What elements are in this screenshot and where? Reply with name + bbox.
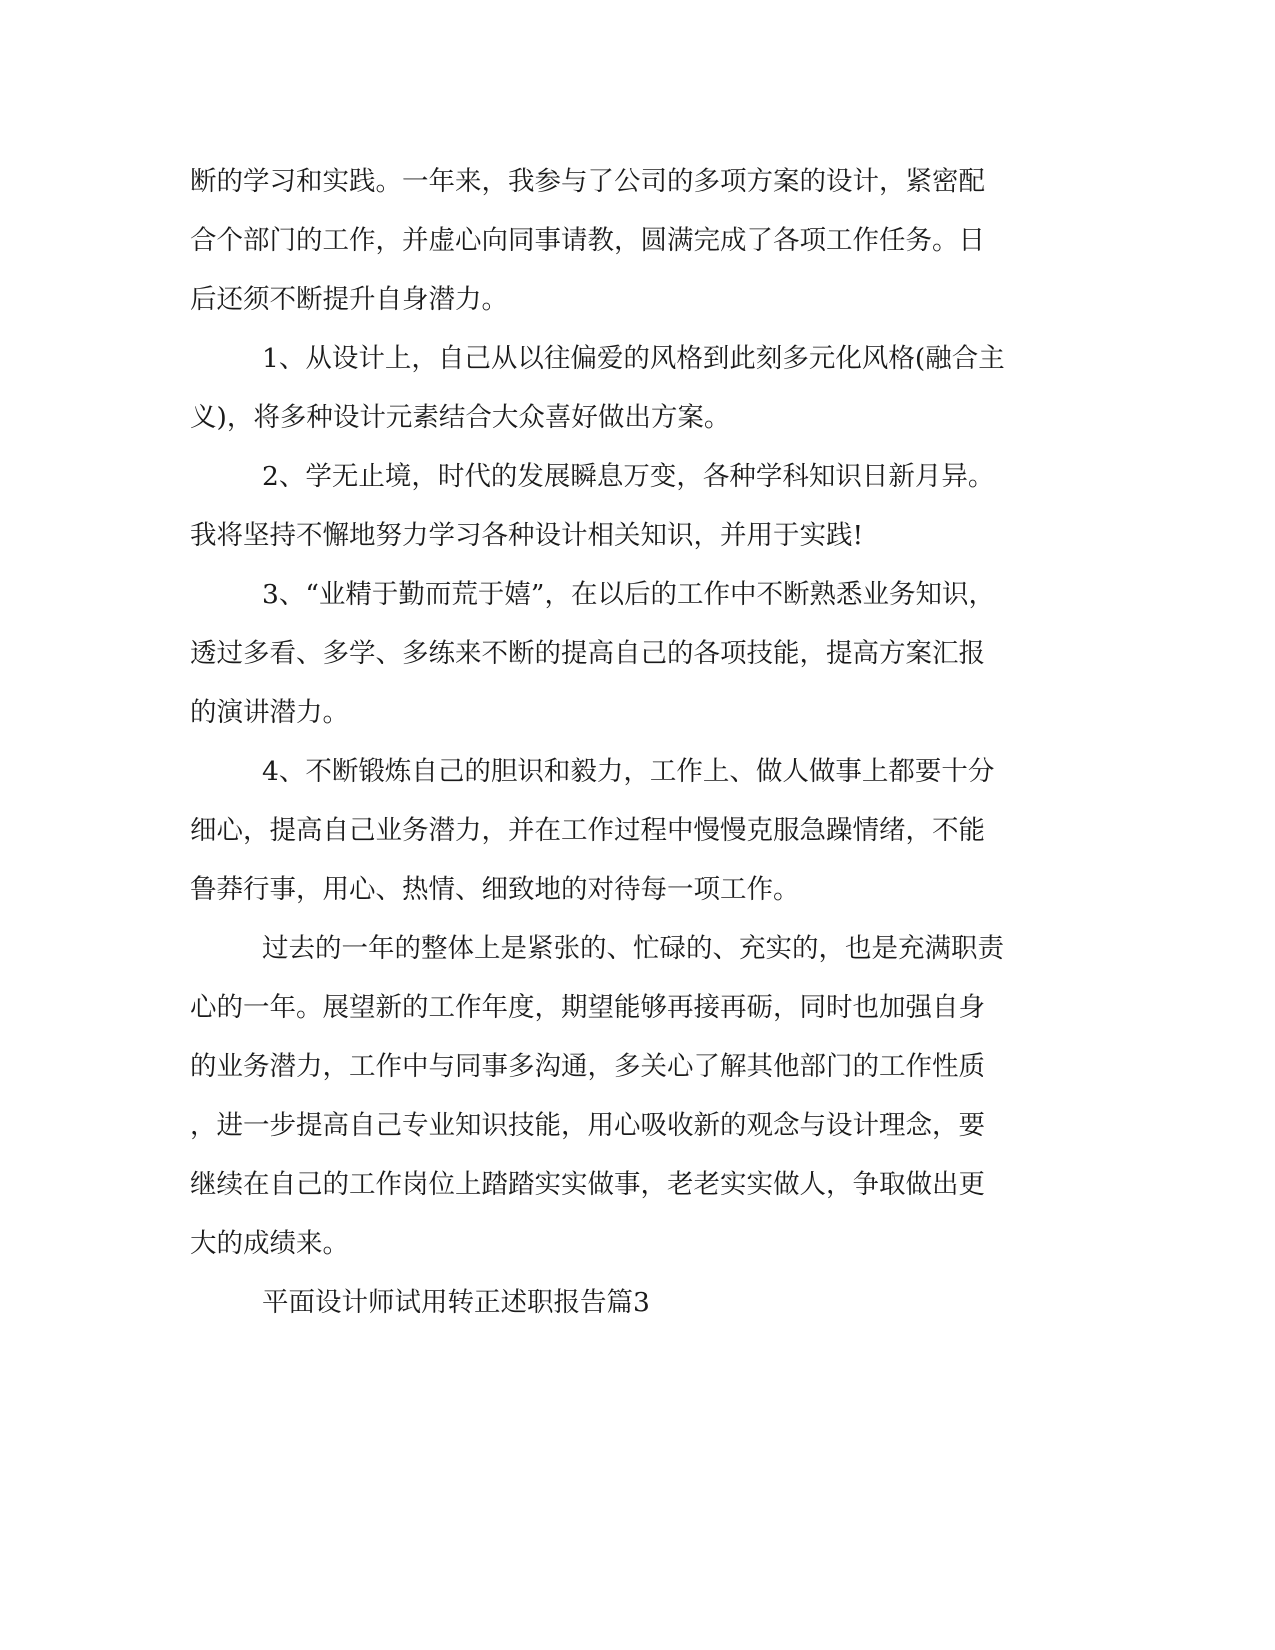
summary-paragraph-line: 大的成绩来。: [190, 1228, 349, 1259]
summary-paragraph-line: ，进一步提高自己专业知识技能，用心吸收新的观念与设计理念，要: [190, 1110, 985, 1141]
list-item-4-line: 细心，提高自己业务潜力，并在工作过程中慢慢克服急躁情绪，不能: [190, 815, 985, 846]
summary-paragraph-line: 的业务潜力，工作中与同事多沟通，多关心了解其他部门的工作性质: [190, 1051, 985, 1082]
list-item-4-line: 4、不断锻炼自己的胆识和毅力，工作上、做人做事上都要十分: [262, 756, 995, 787]
list-item-3-line: 3、“业精于勤而荒于嬉”，在以后的工作中不断熟悉业务知识，: [262, 579, 995, 610]
section-heading: 平面设计师试用转正述职报告篇3: [262, 1287, 650, 1318]
body-text-line: 后还须不断提升自身潜力。: [190, 284, 508, 315]
list-item-2-line: 我将坚持不懈地努力学习各种设计相关知识，并用于实践!: [190, 520, 864, 551]
summary-paragraph-line: 心的一年。展望新的工作年度，期望能够再接再砺，同时也加强自身: [190, 992, 985, 1023]
body-text-line: 合个部门的工作，并虚心向同事请教，圆满完成了各项工作任务。日: [190, 225, 985, 256]
summary-paragraph-line: 继续在自己的工作岗位上踏踏实实做事，老老实实做人，争取做出更: [190, 1169, 985, 1200]
list-item-1-line: 1、从设计上，自己从以往偏爱的风格到此刻多元化风格(融合主: [262, 343, 1005, 374]
list-item-3-line: 透过多看、多学、多练来不断的提高自己的各项技能，提高方案汇报: [190, 638, 985, 669]
list-item-2-line: 2、学无止境，时代的发展瞬息万变，各种学科知识日新月异。: [262, 461, 995, 492]
summary-paragraph-line: 过去的一年的整体上是紧张的、忙碌的、充实的，也是充满职责: [262, 933, 1004, 964]
body-text-line: 断的学习和实践。一年来，我参与了公司的多项方案的设计，紧密配: [190, 166, 985, 197]
list-item-3-line: 的演讲潜力。: [190, 697, 349, 728]
list-item-4-line: 鲁莽行事，用心、热情、细致地的对待每一项工作。: [190, 874, 800, 905]
list-item-1-line: 义)，将多种设计元素结合大众喜好做出方案。: [190, 402, 731, 433]
